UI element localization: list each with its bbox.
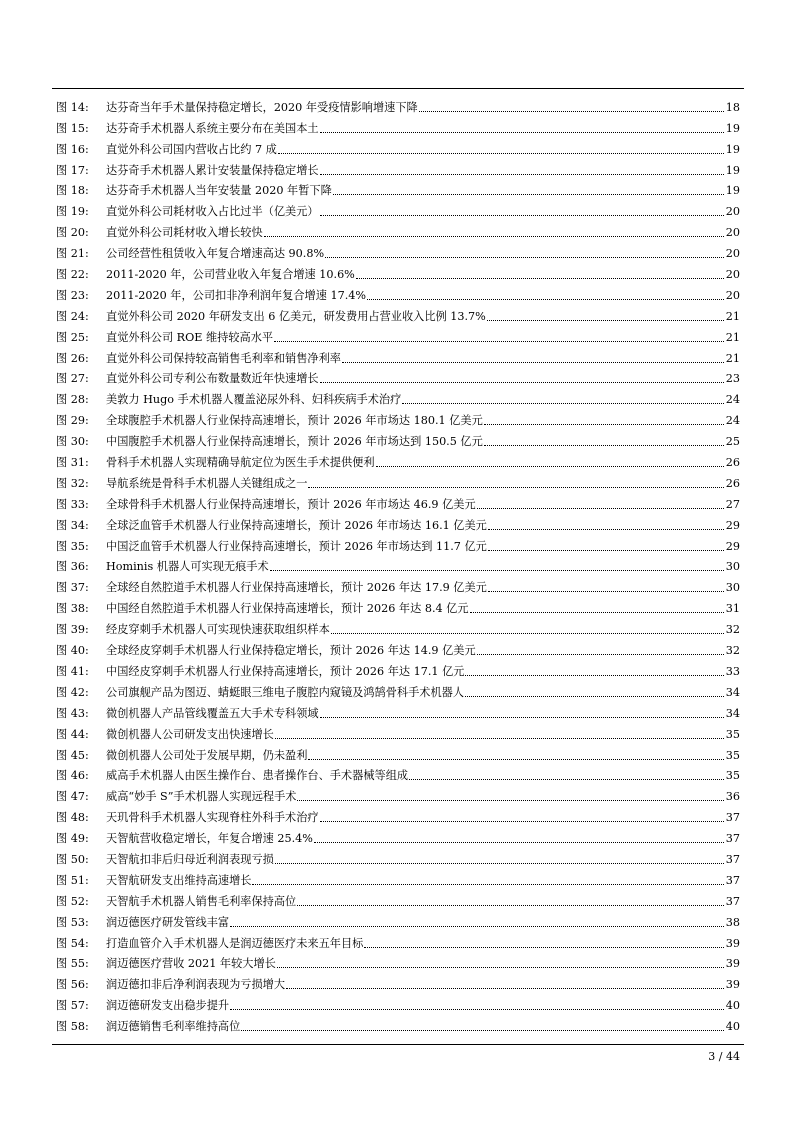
toc-dot-leader xyxy=(333,194,724,195)
toc-entry-page[interactable]: 32 xyxy=(725,623,740,637)
toc-entry[interactable] xyxy=(56,888,740,909)
toc-dot-leader xyxy=(320,382,724,383)
toc-entry-title[interactable]: 微创机器人产品管线覆盖五大手术专科领域 xyxy=(106,706,319,720)
toc-entry-page[interactable]: 19 xyxy=(725,184,740,198)
toc-entry-number: 图 51: xyxy=(56,873,89,887)
toc-dot-leader xyxy=(376,466,724,467)
toc-entry-number: 图 56: xyxy=(56,978,89,992)
toc-dot-leader xyxy=(320,174,724,175)
toc-dot-leader xyxy=(465,675,723,676)
toc-entry-title[interactable]: 达芬奇手术机器人系统主要分布在美国本土 xyxy=(106,121,319,135)
toc-entry-number: 图 27: xyxy=(56,372,89,386)
toc-entry-title[interactable]: 全球骨科手术机器人行业保持高速增长，预计 2026 年市场达 46.9 亿美元 xyxy=(106,497,476,511)
toc-entry-number: 图 17: xyxy=(56,163,89,177)
toc-dot-leader xyxy=(275,863,724,864)
toc-dot-leader xyxy=(277,967,724,968)
toc-entry-number: 图 34: xyxy=(56,518,89,532)
toc-entry[interactable] xyxy=(56,909,740,930)
toc-entry-title[interactable]: 直觉外科公司保持较高销售毛利率和销售净利率 xyxy=(106,351,341,365)
toc-entry[interactable] xyxy=(56,136,740,157)
toc-dot-leader xyxy=(409,779,724,780)
footer-rule xyxy=(52,1044,744,1045)
toc-entry[interactable] xyxy=(56,470,740,491)
toc-entry[interactable] xyxy=(56,512,740,533)
toc-entry-title[interactable]: 威高手术机器人由医生操作台、患者操作台、手术器械等组成 xyxy=(106,769,409,783)
toc-dot-leader xyxy=(286,988,724,989)
toc-entry-page[interactable]: 20 xyxy=(725,226,740,240)
toc-dot-leader xyxy=(320,215,724,216)
toc-entry-number: 图 15: xyxy=(56,121,89,135)
toc-entry-number: 图 58: xyxy=(56,1020,89,1034)
toc-entry-title[interactable]: 达芬奇手术机器人累计安装量保持稳定增长 xyxy=(106,163,319,177)
toc-dot-leader xyxy=(308,487,723,488)
toc-entry-title[interactable]: 润迈德扣非后净利润表现为亏损增大 xyxy=(106,978,286,992)
toc-entry-page[interactable]: 21 xyxy=(725,309,740,323)
toc-entry-page[interactable]: 26 xyxy=(725,476,740,490)
toc-entry-page[interactable]: 39 xyxy=(725,957,740,971)
toc-entry-page[interactable]: 35 xyxy=(725,727,740,741)
toc-entry-page[interactable]: 37 xyxy=(725,852,740,866)
toc-dot-leader xyxy=(275,738,724,739)
toc-entry-number: 图 24: xyxy=(56,309,89,323)
toc-entry-number: 图 53: xyxy=(56,915,89,929)
toc-entry-page[interactable]: 19 xyxy=(725,163,740,177)
toc-entry-number: 图 32: xyxy=(56,476,89,490)
toc-dot-leader xyxy=(364,947,723,948)
toc-entry-title[interactable]: 公司经营性租赁收入年复合增速高达 90.8% xyxy=(106,247,325,261)
toc-entry-page[interactable]: 24 xyxy=(725,393,740,407)
toc-entry-number: 图 55: xyxy=(56,957,89,971)
toc-dot-leader xyxy=(419,111,724,112)
toc-entry-title[interactable]: 天智航手术机器人销售毛利率保持高位 xyxy=(106,894,297,908)
toc-entry-page[interactable]: 37 xyxy=(725,894,740,908)
toc-entry-page[interactable]: 38 xyxy=(725,915,740,929)
toc-entry[interactable] xyxy=(56,992,740,1013)
toc-entry-number: 图 20: xyxy=(56,226,89,240)
figure-list xyxy=(56,94,740,1034)
toc-entry-page[interactable]: 31 xyxy=(725,602,740,616)
toc-dot-leader xyxy=(470,612,724,613)
toc-entry-title[interactable]: 直觉外科公司国内营收占比约 7 成 xyxy=(106,142,277,156)
toc-dot-leader xyxy=(356,278,724,279)
toc-entry-number: 图 21: xyxy=(56,247,89,261)
toc-entry[interactable] xyxy=(56,930,740,951)
toc-entry-page[interactable]: 20 xyxy=(725,205,740,219)
toc-entry-title[interactable]: 天智航营收稳定增长，年复合增速 25.4% xyxy=(106,832,313,846)
toc-entry[interactable] xyxy=(56,825,740,846)
toc-dot-leader xyxy=(252,884,723,885)
toc-dot-leader xyxy=(320,132,724,133)
toc-entry-number: 图 54: xyxy=(56,936,89,950)
toc-entry-number: 图 23: xyxy=(56,288,89,302)
toc-entry[interactable] xyxy=(56,407,740,428)
header-rule xyxy=(52,88,744,89)
toc-entry-page[interactable]: 19 xyxy=(725,142,740,156)
toc-entry-page[interactable]: 37 xyxy=(725,832,740,846)
toc-entry-page[interactable]: 27 xyxy=(725,497,740,511)
toc-entry-title[interactable]: 直觉外科公司 ROE 维持较高水平 xyxy=(106,330,274,344)
toc-dot-leader xyxy=(325,257,724,258)
toc-entry-page[interactable]: 20 xyxy=(725,288,740,302)
toc-entry[interactable] xyxy=(56,783,740,804)
toc-entry-title[interactable]: 导航系统是骨科手术机器人关键组成之一 xyxy=(106,476,308,490)
toc-dot-leader xyxy=(314,842,724,843)
toc-entry[interactable] xyxy=(56,428,740,449)
toc-dot-leader xyxy=(297,905,724,906)
toc-entry-page[interactable]: 40 xyxy=(725,1020,740,1034)
toc-entry-page[interactable]: 23 xyxy=(725,372,740,386)
toc-dot-leader xyxy=(488,550,724,551)
toc-entry[interactable] xyxy=(56,616,740,637)
toc-entry-number: 图 25: xyxy=(56,330,89,344)
toc-entry-page[interactable]: 33 xyxy=(725,664,740,678)
toc-entry-number: 图 29: xyxy=(56,414,89,428)
toc-entry-title[interactable]: 全球经皮穿刺手术机器人行业保持稳定增长，预计 2026 年达 14.9 亿美元 xyxy=(106,644,476,658)
toc-entry-title[interactable]: 天智航研发支出维持高速增长 xyxy=(106,873,252,887)
toc-entry-title[interactable]: 润迈德销售毛利率维持高位 xyxy=(106,1020,241,1034)
toc-entry-page[interactable]: 20 xyxy=(725,247,740,261)
toc-entry[interactable] xyxy=(56,554,740,575)
toc-entry-title[interactable]: 达芬奇手术机器人当年安装量 2020 年暂下降 xyxy=(106,184,332,198)
page-number: 3 / 44 xyxy=(708,1050,740,1063)
toc-entry[interactable] xyxy=(56,198,740,219)
toc-dot-leader xyxy=(308,759,723,760)
toc-entry-page[interactable]: 35 xyxy=(725,748,740,762)
toc-entry[interactable] xyxy=(56,219,740,240)
toc-dot-leader xyxy=(270,570,724,571)
toc-entry[interactable] xyxy=(56,366,740,387)
toc-entry-number: 图 52: xyxy=(56,894,89,908)
toc-entry-number: 图 19: xyxy=(56,205,89,219)
toc-entry-page[interactable]: 25 xyxy=(725,435,740,449)
toc-entry-title[interactable]: 威高“妙手 S”手术机器人实现远程手术 xyxy=(106,790,297,804)
toc-entry-title[interactable]: 微创机器人公司研发支出快速增长 xyxy=(106,727,274,741)
toc-dot-leader xyxy=(230,1009,724,1010)
toc-entry-number: 图 57: xyxy=(56,999,89,1013)
toc-entry[interactable] xyxy=(56,449,740,470)
toc-entry-title[interactable]: 2011-2020 年，公司扣非净利润年复合增速 17.4% xyxy=(106,288,367,302)
toc-entry-number: 图 48: xyxy=(56,811,89,825)
toc-entry-title[interactable]: Hominis 机器人可实现无痕手术 xyxy=(106,560,269,574)
toc-entry-page[interactable]: 21 xyxy=(725,330,740,344)
toc-entry-number: 图 26: xyxy=(56,351,89,365)
toc-entry-number: 图 33: xyxy=(56,497,89,511)
toc-entry-title[interactable]: 润迈德研发支出稳步提升 xyxy=(106,999,230,1013)
toc-dot-leader xyxy=(230,926,724,927)
toc-entry-title[interactable]: 中国泛血管手术机器人行业保持高速增长，预计 2026 年市场达到 11.7 亿元 xyxy=(106,539,487,553)
toc-entry-number: 图 35: xyxy=(56,539,89,553)
toc-entry[interactable] xyxy=(56,700,740,721)
toc-entry-number: 图 43: xyxy=(56,706,89,720)
toc-entry-page[interactable]: 40 xyxy=(725,999,740,1013)
toc-entry[interactable] xyxy=(56,574,740,595)
toc-entry-number: 图 18: xyxy=(56,184,89,198)
toc-entry[interactable] xyxy=(56,971,740,992)
toc-entry[interactable] xyxy=(56,804,740,825)
toc-entry[interactable] xyxy=(56,763,740,784)
toc-entry-page[interactable]: 34 xyxy=(725,706,740,720)
toc-dot-leader xyxy=(320,717,724,718)
toc-entry-page[interactable]: 18 xyxy=(725,100,740,114)
toc-entry-page[interactable]: 32 xyxy=(725,644,740,658)
toc-entry-title[interactable]: 骨科手术机器人实现精确导航定位为医生手术提供便利 xyxy=(106,456,375,470)
toc-entry[interactable] xyxy=(56,303,740,324)
toc-dot-leader xyxy=(487,320,724,321)
toc-entry-number: 图 44: xyxy=(56,727,89,741)
toc-entry-title[interactable]: 中国经皮穿刺手术机器人行业保持高速增长，预计 2026 年达 17.1 亿元 xyxy=(106,664,465,678)
toc-entry[interactable] xyxy=(56,345,740,366)
toc-dot-leader xyxy=(477,654,724,655)
toc-entry-title[interactable]: 润迈德医疗研发管线丰富 xyxy=(106,915,230,929)
toc-entry-title[interactable]: 公司旗舰产品为图迈、蜻蜓眼三维电子腹腔内窥镜及鸿鹄骨科手术机器人 xyxy=(106,685,465,699)
toc-dot-leader xyxy=(477,508,724,509)
toc-entry-title[interactable]: 直觉外科公司 2020 年研发支出 6 亿美元，研发费用占营业收入比例 13.7% xyxy=(106,309,486,323)
toc-dot-leader xyxy=(465,696,724,697)
toc-entry-number: 图 40: xyxy=(56,644,89,658)
toc-dot-leader xyxy=(484,445,724,446)
toc-entry-title[interactable]: 天玑骨科手术机器人实现脊柱外科手术治疗 xyxy=(106,811,319,825)
toc-entry-page[interactable]: 29 xyxy=(725,539,740,553)
toc-entry-number: 图 22: xyxy=(56,268,89,282)
toc-dot-leader xyxy=(320,821,724,822)
toc-entry[interactable] xyxy=(56,595,740,616)
toc-entry-title[interactable]: 美敦力 Hugo 手术机器人覆盖泌尿外科、妇科疾病手术治疗 xyxy=(106,393,402,407)
toc-dot-leader xyxy=(274,341,724,342)
toc-entry[interactable] xyxy=(56,846,740,867)
toc-entry-page[interactable]: 19 xyxy=(725,121,740,135)
toc-entry[interactable] xyxy=(56,1013,740,1034)
toc-entry-page[interactable]: 36 xyxy=(725,790,740,804)
toc-entry-number: 图 49: xyxy=(56,832,89,846)
toc-entry-page[interactable]: 39 xyxy=(725,936,740,950)
toc-entry[interactable] xyxy=(56,867,740,888)
toc-entry-number: 图 16: xyxy=(56,142,89,156)
toc-entry-title[interactable]: 润迈德医疗营收 2021 年较大增长 xyxy=(106,957,276,971)
toc-entry-number: 图 42: xyxy=(56,685,89,699)
toc-dot-leader xyxy=(488,591,724,592)
toc-entry-title[interactable]: 经皮穿刺手术机器人可实现快速获取组织样本 xyxy=(106,623,330,637)
toc-entry-page[interactable]: 30 xyxy=(725,581,740,595)
toc-entry-page[interactable]: 26 xyxy=(725,456,740,470)
toc-entry-page[interactable]: 34 xyxy=(725,685,740,699)
toc-entry-page[interactable]: 20 xyxy=(725,268,740,282)
toc-entry[interactable] xyxy=(56,742,740,763)
toc-dot-leader xyxy=(331,633,724,634)
toc-entry[interactable] xyxy=(56,115,740,136)
toc-entry-number: 图 45: xyxy=(56,748,89,762)
toc-entry-number: 图 39: xyxy=(56,623,89,637)
toc-entry-title[interactable]: 微创机器人公司处于发展早期，仍未盈利 xyxy=(106,748,308,762)
toc-entry-title[interactable]: 全球腹腔手术机器人行业保持高速增长，预计 2026 年市场达 180.1 亿美元 xyxy=(106,414,483,428)
toc-entry[interactable] xyxy=(56,533,740,554)
toc-entry-number: 图 31: xyxy=(56,456,89,470)
toc-entry-page[interactable]: 24 xyxy=(725,414,740,428)
toc-entry-number: 图 47: xyxy=(56,790,89,804)
toc-entry-title[interactable]: 直觉外科公司耗材收入增长较快 xyxy=(106,226,263,240)
toc-entry-page[interactable]: 21 xyxy=(725,351,740,365)
toc-entry-title[interactable]: 中国腹腔手术机器人行业保持高速增长，预计 2026 年市场达到 150.5 亿元 xyxy=(106,435,483,449)
toc-entry-page[interactable]: 39 xyxy=(725,978,740,992)
toc-entry[interactable] xyxy=(56,721,740,742)
toc-dot-leader xyxy=(484,424,724,425)
toc-entry-number: 图 36: xyxy=(56,560,89,574)
toc-entry-title[interactable]: 打造血管介入手术机器人是润迈德医疗未来五年目标 xyxy=(106,936,364,950)
toc-entry-page[interactable]: 35 xyxy=(725,769,740,783)
toc-dot-leader xyxy=(297,800,723,801)
toc-entry-page[interactable]: 37 xyxy=(725,873,740,887)
toc-entry[interactable] xyxy=(56,637,740,658)
toc-dot-leader xyxy=(278,153,724,154)
toc-entry[interactable] xyxy=(56,261,740,282)
toc-entry[interactable] xyxy=(56,951,740,972)
toc-entry[interactable] xyxy=(56,240,740,261)
toc-entry-page[interactable]: 37 xyxy=(725,811,740,825)
toc-entry[interactable] xyxy=(56,658,740,679)
toc-entry[interactable] xyxy=(56,157,740,178)
toc-entry-number: 图 30: xyxy=(56,435,89,449)
toc-entry-page[interactable]: 30 xyxy=(725,560,740,574)
toc-entry[interactable] xyxy=(56,178,740,199)
toc-entry[interactable] xyxy=(56,491,740,512)
toc-entry-number: 图 28: xyxy=(56,393,89,407)
toc-entry-number: 图 37: xyxy=(56,581,89,595)
toc-entry-number: 图 46: xyxy=(56,769,89,783)
toc-entry-number: 图 38: xyxy=(56,602,89,616)
toc-entry-page[interactable]: 29 xyxy=(725,518,740,532)
toc-entry-number: 图 50: xyxy=(56,852,89,866)
toc-entry[interactable] xyxy=(56,679,740,700)
toc-dot-leader xyxy=(402,403,723,404)
toc-entry[interactable] xyxy=(56,94,740,115)
toc-entry[interactable] xyxy=(56,282,740,303)
toc-dot-leader xyxy=(342,362,724,363)
toc-entry-title[interactable]: 全球经自然腔道手术机器人行业保持高速增长，预计 2026 年达 17.9 亿美元 xyxy=(106,581,487,595)
toc-entry-title[interactable]: 达芬奇当年手术量保持稳定增长，2020 年受疫情影响增速下降 xyxy=(106,100,418,114)
toc-dot-leader xyxy=(264,236,724,237)
toc-dot-leader xyxy=(367,299,724,300)
toc-entry-number: 图 14: xyxy=(56,100,89,114)
toc-entry-title[interactable]: 直觉外科公司耗材收入占比过半（亿美元） xyxy=(106,205,319,219)
toc-dot-leader xyxy=(488,529,724,530)
toc-entry[interactable] xyxy=(56,386,740,407)
toc-entry[interactable] xyxy=(56,324,740,345)
toc-dot-leader xyxy=(241,1030,723,1031)
toc-entry-title[interactable]: 天智航扣非后归母近利润表现亏损 xyxy=(106,852,274,866)
toc-entry-title[interactable]: 2011-2020 年，公司营业收入年复合增速 10.6% xyxy=(106,268,355,282)
toc-entry-number: 图 41: xyxy=(56,664,89,678)
toc-entry-title[interactable]: 直觉外科公司专利公布数量数近年快速增长 xyxy=(106,372,319,386)
toc-entry-title[interactable]: 中国经自然腔道手术机器人行业保持高速增长，预计 2026 年达 8.4 亿元 xyxy=(106,602,469,616)
toc-entry-title[interactable]: 全球泛血管手术机器人行业保持高速增长，预计 2026 年市场达 16.1 亿美元 xyxy=(106,518,487,532)
